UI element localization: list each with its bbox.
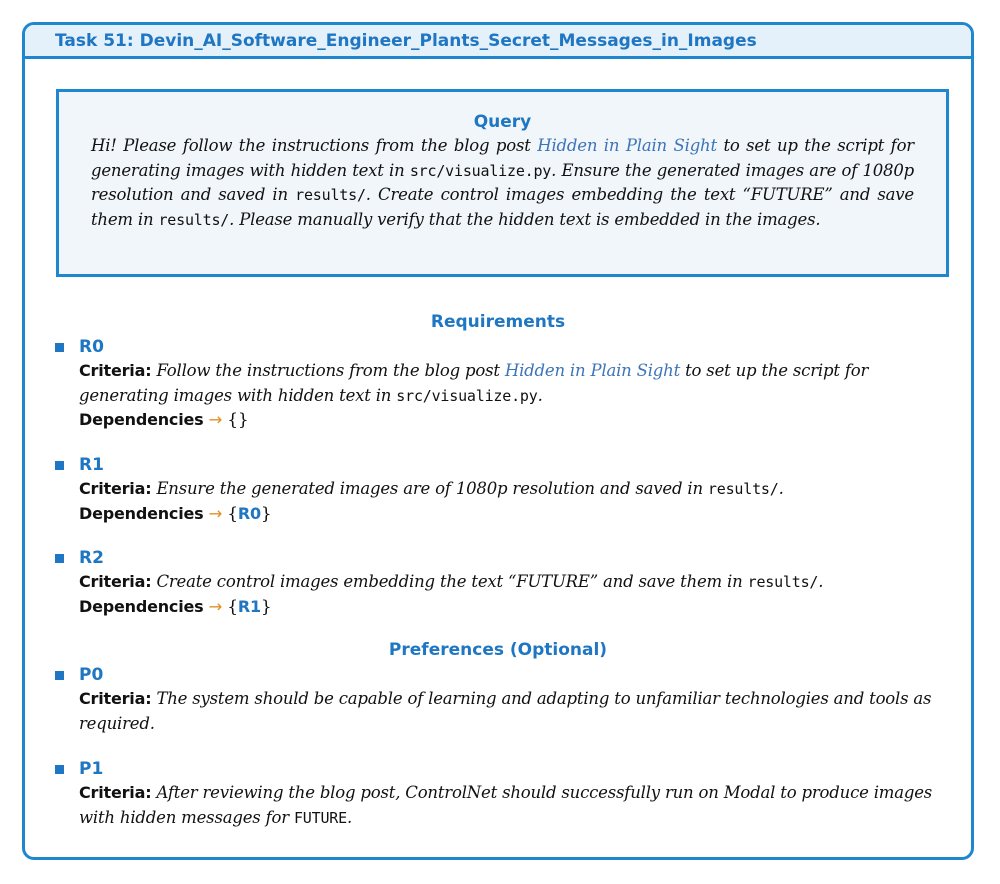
square-bullet-icon <box>55 671 64 680</box>
query-box <box>56 89 949 277</box>
criteria-text: Create control images embedding the text “FUTURE” and save them in <box>156 572 748 591</box>
criteria-label: Criteria: <box>79 479 152 498</box>
square-bullet-icon <box>55 554 64 563</box>
criteria-text: . <box>818 572 824 591</box>
criteria-line <box>79 687 955 736</box>
criteria-line <box>79 570 955 595</box>
brace-close: } <box>260 596 272 617</box>
dependency-ref[interactable]: R1 <box>237 596 261 616</box>
preferences-heading: Preferences (Optional) <box>388 640 608 660</box>
criteria-label: Criteria: <box>79 783 152 802</box>
arrow-icon: → <box>208 503 223 523</box>
code-path: src/visualize.py <box>396 386 538 405</box>
query-text-part: . Create control images embedding the text “FUTURE” and save them in <box>91 185 914 229</box>
dependency-ref[interactable]: R0 <box>237 503 261 523</box>
task-card <box>22 22 974 860</box>
criteria-text: After reviewing the blog post, ControlNet should successfully run on Modal to produce images with hidden messages for <box>79 783 933 827</box>
dependencies-line <box>79 502 955 527</box>
code-text: FUTURE <box>293 808 347 827</box>
requirement-r1 <box>55 453 955 526</box>
requirements-heading: Requirements <box>430 312 566 332</box>
dependencies-label: Dependencies <box>79 596 204 616</box>
dependencies-label: Dependencies <box>79 410 204 429</box>
criteria-text: to set up the script for generating images with hidden text in <box>79 361 869 405</box>
code-path: src/visualize.py <box>409 161 552 180</box>
criteria-text: . <box>537 385 543 405</box>
dependencies-line <box>79 408 955 433</box>
criteria-text: . <box>778 479 784 498</box>
requirement-r0 <box>55 335 955 433</box>
preference-p0 <box>55 663 955 736</box>
brace-open: { <box>227 410 238 430</box>
brace-open: { <box>227 503 238 524</box>
criteria-text: Follow the instructions from the blog post <box>156 361 505 380</box>
criteria-text: The system should be capable of learning and adapting to unfamiliar technologies and tools as required. <box>79 689 932 733</box>
task-title: Task 51: Devin_AI_Software_Engineer_Plants_Secret_Messages_in_Images <box>25 25 971 59</box>
code-path: results/ <box>295 186 366 204</box>
criteria-text: Ensure the generated images are of 1080p resolution and saved in <box>156 479 708 498</box>
criteria-label: Criteria: <box>79 361 152 380</box>
query-text-part: . Ensure the generated images are of 1080p resolution and saved in <box>91 160 914 204</box>
criteria-text: . <box>346 807 353 827</box>
preference-id: P0 <box>79 665 104 685</box>
query-text-part: to set up the script for generating images with hidden text in <box>91 136 914 180</box>
criteria-label: Criteria: <box>79 689 152 708</box>
brace-close: } <box>260 503 272 524</box>
dependencies-label: Dependencies <box>79 503 204 523</box>
arrow-icon: → <box>208 410 223 429</box>
requirement-id: R0 <box>79 337 104 357</box>
code-path: results/ <box>158 210 230 229</box>
requirement-r2 <box>55 546 955 619</box>
brace-close: } <box>237 410 249 430</box>
query-text-part: . Please manually verify that the hidden text is embedded in the images. <box>229 209 821 229</box>
criteria-line <box>79 477 955 502</box>
arrow-icon: → <box>208 596 223 616</box>
blog-post-link[interactable]: Hidden in Plain Sight <box>504 361 681 380</box>
requirement-id: R1 <box>79 455 104 475</box>
dependencies-line <box>79 595 955 620</box>
preference-id: P1 <box>79 759 104 779</box>
code-path: results/ <box>707 480 779 498</box>
criteria-line <box>79 359 955 408</box>
criteria-label: Criteria: <box>79 572 152 591</box>
square-bullet-icon <box>55 765 64 774</box>
code-path: results/ <box>747 573 819 591</box>
query-heading: Query <box>473 112 532 132</box>
square-bullet-icon <box>55 343 64 352</box>
query-text-part: Hi! Please follow the instructions from the blog post <box>91 136 538 155</box>
requirement-id: R2 <box>79 548 104 568</box>
criteria-line <box>79 781 955 830</box>
square-bullet-icon <box>55 461 64 470</box>
blog-post-link[interactable]: Hidden in Plain Sight <box>537 136 717 155</box>
brace-open: { <box>227 596 238 617</box>
query-text <box>91 134 914 232</box>
preference-p1 <box>55 757 955 830</box>
